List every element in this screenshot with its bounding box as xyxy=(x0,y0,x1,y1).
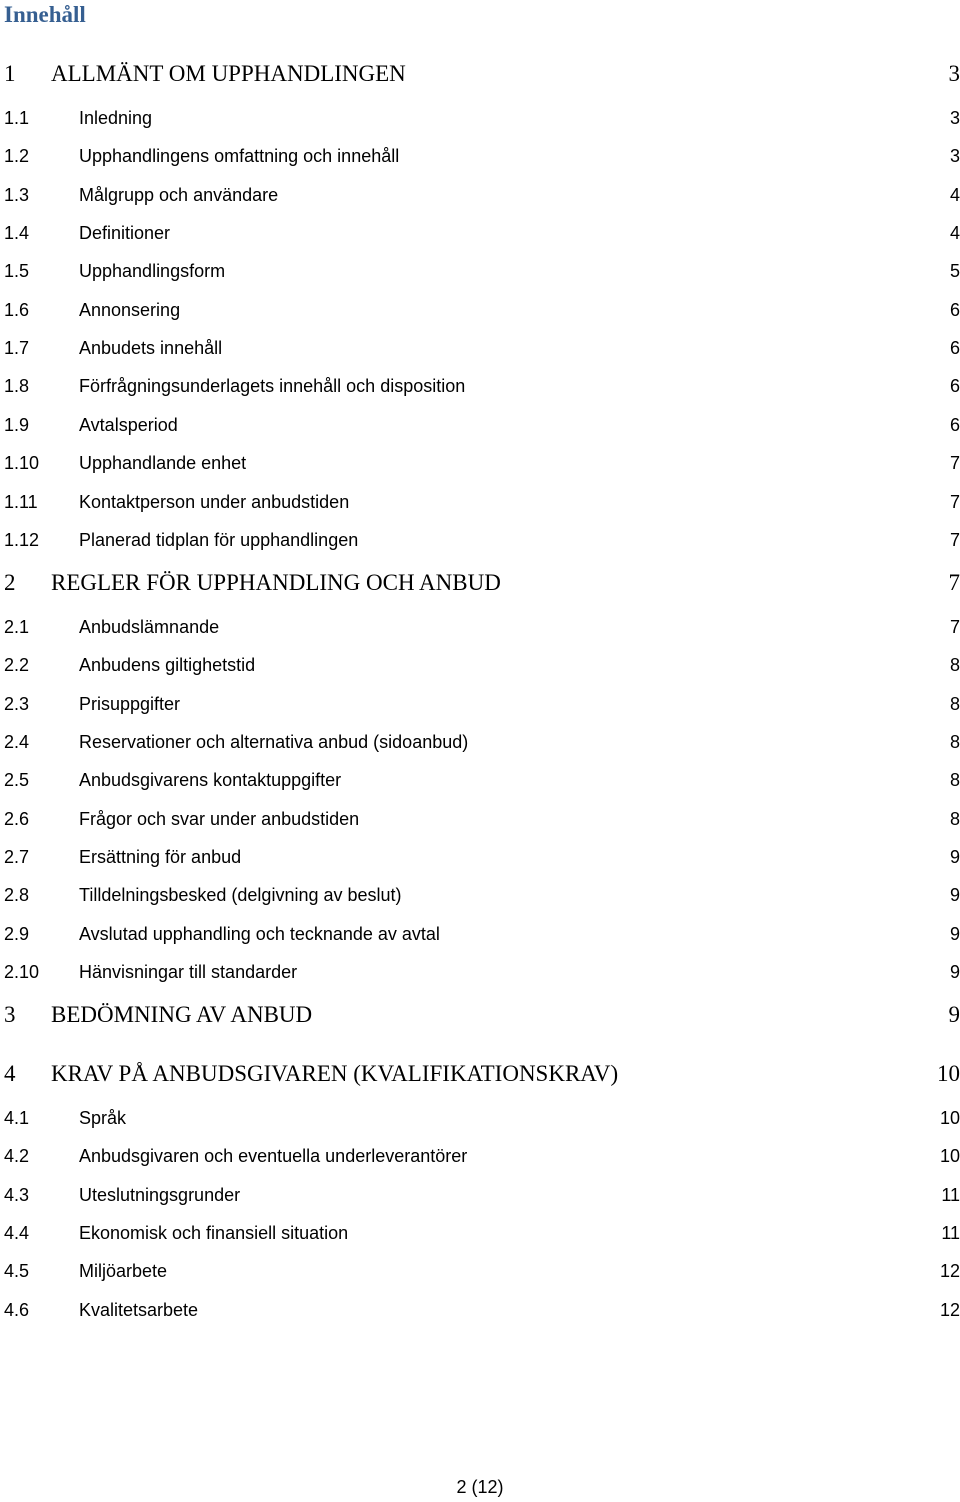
toc-section-entry[interactable] xyxy=(0,651,960,679)
toc-section-entry[interactable] xyxy=(0,843,960,871)
toc-entry-number: 1.4 xyxy=(4,223,30,243)
toc-section-entry[interactable] xyxy=(0,805,960,833)
toc-entry-number: 1.10 xyxy=(4,453,40,473)
toc-entry-number: 4.6 xyxy=(4,1300,30,1320)
toc-entry-number: 2.9 xyxy=(4,924,30,944)
toc-entry-number: 1.12 xyxy=(4,530,40,550)
toc-section-entry[interactable] xyxy=(0,372,960,400)
toc-entry-title: Kvalitetsarbete xyxy=(79,1300,199,1320)
toc-section-entry[interactable] xyxy=(0,920,960,948)
toc-entry-page: 6 xyxy=(949,300,960,320)
toc-entry-title: Anbudets innehåll xyxy=(79,338,223,358)
toc-entry-page: 8 xyxy=(949,694,960,714)
toc-entry-number: 1.8 xyxy=(4,376,30,396)
toc-entry-page: 9 xyxy=(948,1002,960,1027)
toc-entry-title: Anbudsgivarens kontaktuppgifter xyxy=(79,770,342,790)
toc-entry-page: 8 xyxy=(949,655,960,675)
toc-entry-title: Uteslutningsgrunder xyxy=(79,1185,241,1205)
toc-entry-number: 2.3 xyxy=(4,694,30,714)
toc-section-entry[interactable] xyxy=(0,1142,960,1170)
toc-entry-title: Upphandlingens omfattning och innehåll xyxy=(79,146,400,166)
toc-section-entry[interactable] xyxy=(0,1296,960,1324)
toc-entry-page: 9 xyxy=(949,962,960,982)
toc-entry-number: 2.6 xyxy=(4,809,30,829)
toc-section-entry[interactable] xyxy=(0,219,960,247)
toc-entry-title: Reservationer och alternativa anbud (sidoanbud) xyxy=(79,732,469,752)
toc-entry-page: 8 xyxy=(949,809,960,829)
toc-entry-title: REGLER FÖR UPPHANDLING OCH ANBUD xyxy=(51,570,501,595)
toc-entry-number: 1.1 xyxy=(4,108,30,128)
toc-entry-title: Inledning xyxy=(79,108,153,128)
toc-entry-title: Anbudsgivaren och eventuella underleverantörer xyxy=(79,1146,468,1166)
toc-entry-number: 1.3 xyxy=(4,185,30,205)
toc-entry-title: Avslutad upphandling och tecknande av avtal xyxy=(79,924,440,944)
toc-entry-page: 7 xyxy=(949,617,960,637)
toc-entry-number: 3 xyxy=(4,1002,16,1027)
toc-entry-page: 3 xyxy=(949,108,960,128)
toc-section-entry[interactable] xyxy=(0,958,960,986)
toc-entry-number: 4.2 xyxy=(4,1146,30,1166)
toc-section-entry[interactable] xyxy=(0,257,960,285)
page-number-footer: 2 (12) xyxy=(456,1477,504,1497)
toc-entry-title: Upphandlande enhet xyxy=(79,453,247,473)
toc-entry-title: Anbudslämnande xyxy=(79,617,220,637)
toc-entry-page: 12 xyxy=(939,1261,960,1281)
toc-entry-page: 7 xyxy=(949,453,960,473)
toc-entry-title: Frågor och svar under anbudstiden xyxy=(79,809,360,829)
toc-section-entry[interactable] xyxy=(0,766,960,794)
toc-entry-title: ALLMÄNT OM UPPHANDLINGEN xyxy=(51,61,406,86)
toc-entry-page: 8 xyxy=(949,770,960,790)
toc-entry-number: 2.8 xyxy=(4,885,30,905)
toc-entry-page: 3 xyxy=(949,146,960,166)
toc-entry-title: Hänvisningar till standarder xyxy=(79,962,298,982)
toc-entry-title: Kontaktperson under anbudstiden xyxy=(79,492,350,512)
toc-entry-number: 2.4 xyxy=(4,732,30,752)
toc-entry-number: 2.10 xyxy=(4,962,40,982)
toc-entry-page: 11 xyxy=(941,1185,960,1205)
toc-heading: Innehåll xyxy=(4,2,86,27)
toc-entry-number: 4.1 xyxy=(4,1108,30,1128)
toc-section-entry[interactable] xyxy=(0,411,960,439)
toc-entry-number: 4.4 xyxy=(4,1223,30,1243)
toc-entry-title: Definitioner xyxy=(79,223,171,243)
toc-entry-number: 2 xyxy=(4,570,16,595)
toc-section-entry[interactable] xyxy=(0,881,960,909)
toc-chapter-entry[interactable] xyxy=(0,566,960,600)
toc-entry-number: 2.7 xyxy=(4,847,30,867)
toc-entry-number: 1.7 xyxy=(4,338,30,358)
toc-entry-page: 10 xyxy=(937,1061,960,1086)
toc-section-entry[interactable] xyxy=(0,449,960,477)
toc-entry-title: KRAV PÅ ANBUDSGIVAREN (KVALIFIKATIONSKRAV) xyxy=(51,1061,619,1086)
toc-entry-title: Anbudens giltighetstid xyxy=(79,655,256,675)
toc-entry-page: 11 xyxy=(941,1223,960,1243)
toc-entry-page: 12 xyxy=(939,1300,960,1320)
toc-entry-number: 1.6 xyxy=(4,300,30,320)
toc-chapter-entry[interactable] xyxy=(0,1057,960,1091)
toc-entry-number: 1.11 xyxy=(4,492,38,512)
toc-entry-number: 2.1 xyxy=(4,617,30,637)
toc-entry-page: 6 xyxy=(949,338,960,358)
toc-entry-page: 3 xyxy=(948,61,960,86)
toc-entry-title: Prisuppgifter xyxy=(79,694,181,714)
toc-entry-page: 6 xyxy=(949,376,960,396)
toc-entry-title: Annonsering xyxy=(79,300,181,320)
toc-section-entry[interactable] xyxy=(0,526,960,554)
toc-section-entry[interactable] xyxy=(0,1181,960,1209)
toc-entry-title: Förfrågningsunderlagets innehåll och disposition xyxy=(79,376,466,396)
toc-entry-page: 9 xyxy=(949,847,960,867)
toc-section-entry[interactable] xyxy=(0,1104,960,1132)
toc-entry-number: 1.9 xyxy=(4,415,30,435)
toc-entry-page: 10 xyxy=(939,1146,960,1166)
toc-entry-number: 1.2 xyxy=(4,146,30,166)
toc-entry-title: Avtalsperiod xyxy=(79,415,178,435)
toc-entry-page: 4 xyxy=(949,223,960,243)
toc-entry-number: 2.2 xyxy=(4,655,30,675)
toc-entry-title: Målgrupp och användare xyxy=(79,185,279,205)
toc-entry-number: 4.3 xyxy=(4,1185,30,1205)
toc-section-entry[interactable] xyxy=(0,296,960,324)
toc-entry-number: 1.5 xyxy=(4,261,30,281)
toc-entry-page: 7 xyxy=(949,530,960,550)
toc-section-entry[interactable] xyxy=(0,613,960,641)
toc-entry-page: 10 xyxy=(939,1108,960,1128)
toc-entry-title: Planerad tidplan för upphandlingen xyxy=(79,530,359,550)
toc-entry-title: Upphandlingsform xyxy=(79,261,226,281)
toc-entry-number: 4.5 xyxy=(4,1261,30,1281)
toc-entry-page: 7 xyxy=(949,492,960,512)
toc-entry-page: 5 xyxy=(949,261,960,281)
toc-section-entry[interactable] xyxy=(0,690,960,718)
toc-section-entry[interactable] xyxy=(0,181,960,209)
toc-chapter-entry[interactable] xyxy=(0,57,960,91)
toc-section-entry[interactable] xyxy=(0,104,960,132)
toc-entry-page: 4 xyxy=(949,185,960,205)
toc-entry-title: Tilldelningsbesked (delgivning av beslut) xyxy=(79,885,402,905)
toc-entry-page: 6 xyxy=(949,415,960,435)
toc-chapter-entry[interactable] xyxy=(0,998,960,1032)
toc-entry-page: 9 xyxy=(949,885,960,905)
toc-entry-number: 1 xyxy=(4,61,16,86)
toc-section-entry[interactable] xyxy=(0,488,960,516)
toc-entry-title: Språk xyxy=(79,1108,127,1128)
toc-section-entry[interactable] xyxy=(0,1219,960,1247)
toc-entry-page: 8 xyxy=(949,732,960,752)
toc-entry-title: Ekonomisk och finansiell situation xyxy=(79,1223,349,1243)
toc-entry-number: 4 xyxy=(4,1061,16,1086)
toc-entry-number: 2.5 xyxy=(4,770,30,790)
toc-entry-page: 7 xyxy=(948,570,960,595)
toc-entry-title: Miljöarbete xyxy=(79,1261,168,1281)
toc-section-entry[interactable] xyxy=(0,142,960,170)
toc-section-entry[interactable] xyxy=(0,728,960,756)
toc-section-entry[interactable] xyxy=(0,1257,960,1285)
toc-entry-title: Ersättning för anbud xyxy=(79,847,242,867)
toc-entry-page: 9 xyxy=(949,924,960,944)
toc-entry-title: BEDÖMNING AV ANBUD xyxy=(51,1002,313,1027)
toc-section-entry[interactable] xyxy=(0,334,960,362)
